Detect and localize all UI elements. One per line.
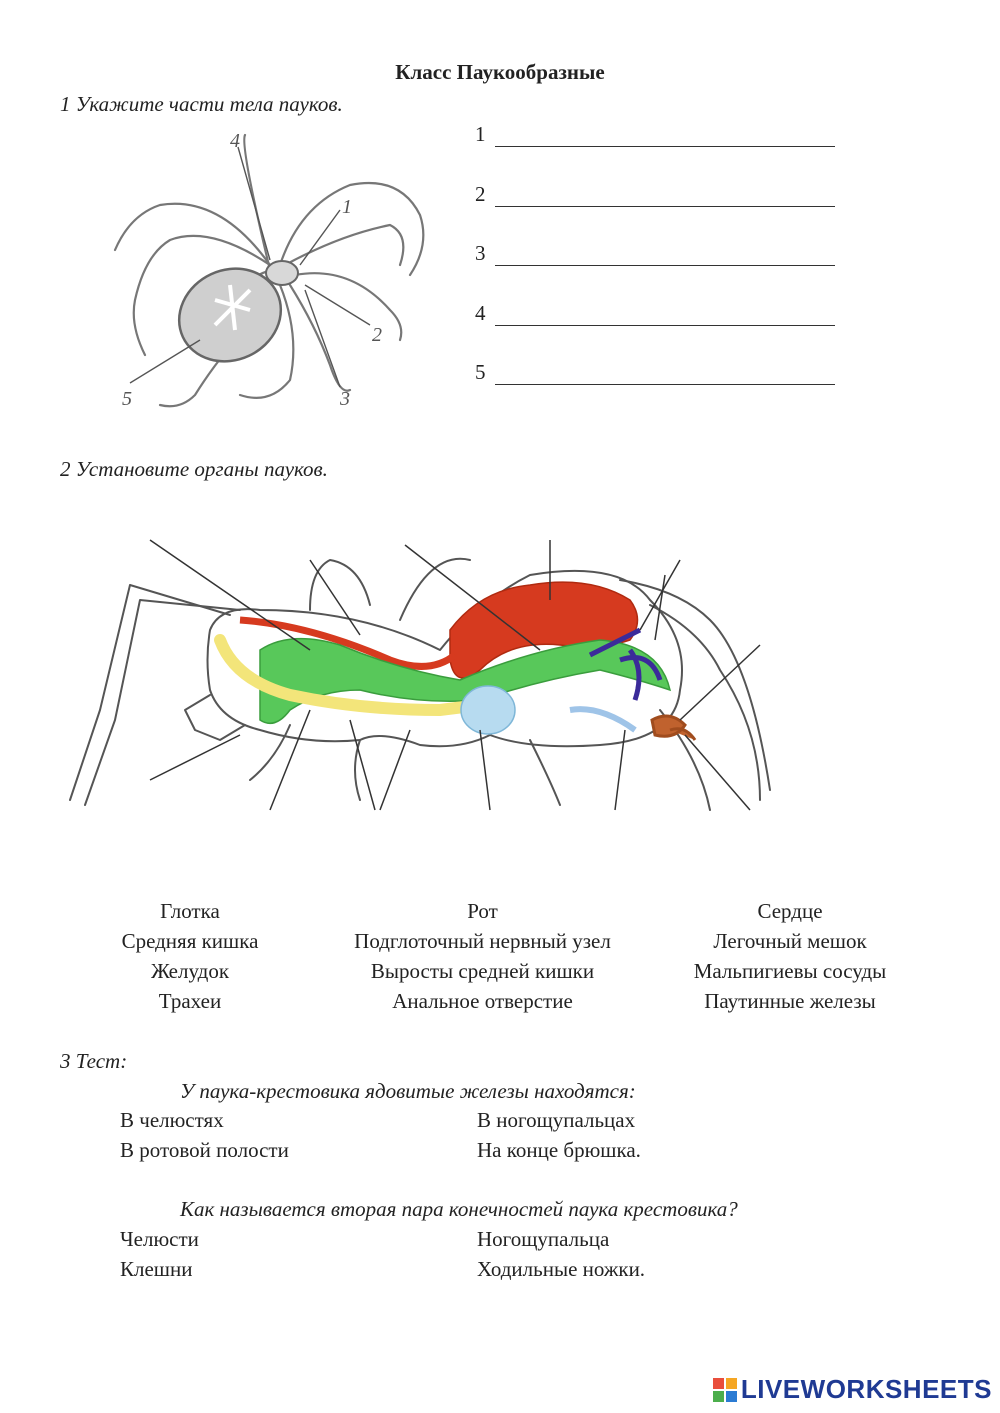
answer-blank-2[interactable]: 2 xyxy=(475,182,835,207)
logo-square xyxy=(726,1391,737,1402)
term[interactable]: Анальное отверстие xyxy=(392,989,573,1013)
term[interactable]: Подглоточный нервный узел xyxy=(354,929,611,953)
term[interactable]: Выросты средней кишки xyxy=(370,959,595,983)
term[interactable]: Сердце xyxy=(757,899,823,923)
q1-option-d[interactable]: На конце брюшка. xyxy=(477,1138,641,1162)
task2-heading: 2 Установите органы пауков. xyxy=(60,457,328,481)
logo-squares-icon xyxy=(713,1378,737,1402)
answer-blank-1[interactable]: 1 xyxy=(475,122,835,147)
term[interactable]: Трахеи xyxy=(158,989,222,1013)
lung-organ xyxy=(461,686,515,734)
q1-option-c[interactable]: В ротовой полости xyxy=(120,1138,289,1162)
term[interactable]: Рот xyxy=(467,899,498,923)
diagram-label-4: 4 xyxy=(230,130,240,152)
diagram-label-5: 5 xyxy=(122,388,132,410)
diagram-label-1: 1 xyxy=(342,196,352,218)
page-title: Класс Паукообразные xyxy=(395,60,605,84)
answer-blank-5[interactable]: 5 xyxy=(475,360,835,385)
answer-blank-4[interactable]: 4 xyxy=(475,301,835,326)
question-2: Как называется вторая пара конечностей паука крестовика? xyxy=(180,1197,738,1221)
q1-option-a[interactable]: В челюстях xyxy=(120,1108,224,1132)
spider-cephalothorax xyxy=(266,261,298,285)
term[interactable]: Легочный мешок xyxy=(713,929,867,953)
q2-option-d[interactable]: Ходильные ножки. xyxy=(477,1257,646,1281)
task3-heading: 3 Тест: xyxy=(60,1049,128,1073)
term[interactable]: Мальпигиевы сосуды xyxy=(693,959,887,983)
diagram-label-2: 2 xyxy=(372,324,382,346)
logo-square xyxy=(713,1391,724,1402)
logo-square xyxy=(726,1378,737,1389)
term[interactable]: Глотка xyxy=(160,899,220,923)
spider-anatomy-drawing xyxy=(60,530,820,830)
answer-blank-3[interactable]: 3 xyxy=(475,241,835,266)
term[interactable]: Желудок xyxy=(150,959,230,983)
logo-square xyxy=(713,1378,724,1389)
q2-option-b[interactable]: Ногощупальца xyxy=(477,1227,610,1251)
liveworksheets-logo[interactable] xyxy=(713,1374,992,1405)
term[interactable]: Паутинные железы xyxy=(704,989,876,1013)
organ-term-list xyxy=(40,898,960,1014)
logo-text: LIVEWORKSHEETS xyxy=(740,1374,992,1404)
q2-option-a[interactable]: Челюсти xyxy=(120,1227,199,1251)
spider-external-drawing xyxy=(100,125,450,420)
trachea-organ xyxy=(570,709,635,730)
question-1: У паука-крестовика ядовитые железы находятся: xyxy=(180,1079,636,1103)
diagram-label-3: 3 xyxy=(340,388,350,410)
q1-option-b[interactable]: В ногощупальцах xyxy=(477,1108,636,1132)
silk-gland-organ xyxy=(652,716,695,740)
task1-heading: 1 Укажите части тела пауков. xyxy=(60,92,343,116)
term[interactable]: Средняя кишка xyxy=(121,929,259,953)
q2-option-c[interactable]: Клешни xyxy=(120,1257,193,1281)
